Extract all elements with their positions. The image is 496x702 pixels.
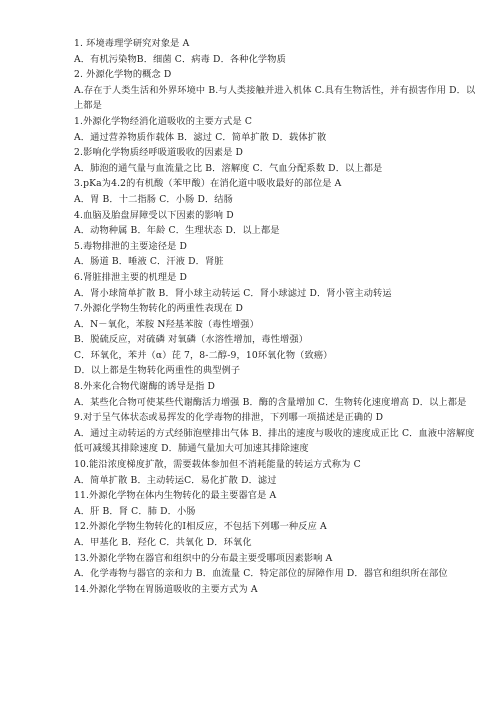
- text-line: 5.毒物排泄的主要途径是 D: [74, 240, 188, 252]
- text-line: A．肺泡的通气量与血流量之比 B．溶解度 C．气血分配系数 D．以上都是: [74, 162, 383, 174]
- text-line: A．简单扩散 B．主动转运C．易化扩散 D．滤过: [74, 474, 277, 486]
- text-line: A．有机污染物B．细菌 C．病毒 D．各种化学物质: [74, 53, 286, 65]
- text-line: 8.外来化合物代谢酶的诱导是指 D: [74, 381, 216, 393]
- text-line: 14.外源化学物在胃肠道吸收的主要方式为 A: [74, 583, 258, 595]
- question-list: [74, 36, 476, 597]
- text-line: C．环氧化，苯并（α）芘 7，8-二醇-9，10环氧化物（致癌）: [74, 349, 333, 361]
- text-line: A．胃 B．十二指肠 C．小肠 D．结肠: [74, 193, 233, 205]
- text-line: A．肠道 B．唾液 C．汗液 D．肾脏: [74, 256, 224, 268]
- text-line: 13.外源化学物在器官和组织中的分布最主要受哪项因素影响 A: [74, 552, 333, 564]
- text-line: A．通过主动转运的方式经肺泡壁排出气体 B．排出的速度与吸收的速度成正比 C．血液中溶解度低可减缓其排除速度 D．肺通气量加大可加速其排除速度: [74, 427, 475, 455]
- text-line: A．化学毒物与器官的亲和力 B．血流量 C．特定部位的屏障作用 D．器官和组织所在部位: [74, 568, 448, 580]
- text-line: 11.外源化学物在体内生物转化的最主要器官是 A: [74, 490, 277, 502]
- text-line: 7.外源化学物生物转化的两重性表现在 D: [74, 303, 244, 315]
- text-line: A．动物种属 B．年龄 C．生理状态 D．以上都是: [74, 225, 280, 237]
- text-line: D．以上都是生物转化两重性的典型例子: [74, 365, 241, 377]
- text-line: 9.对于呈气体状态或易挥发的化学毒物的排泄，下列哪一项描述是正确的 D: [74, 412, 384, 424]
- text-line: 12.外源化学物生物转化的Ⅰ相反应，不包括下列哪一种反应 A: [74, 521, 327, 533]
- text-line: 6.肾脏排泄主要的机理是 D: [74, 271, 188, 283]
- text-line: B．脱硫反应，对硫磷 对氧磷（水溶性增加，毒性增强）: [74, 334, 309, 346]
- text-line: 10.能沿浓度梯度扩散，需要载体参加但不消耗能量的转运方式称为 C: [74, 459, 361, 471]
- text-line: A.存在于人类生活和外界环境中 B.与人类接触并进入机体 C.具有生物活性，并有损害作用 D．以上都是: [74, 84, 476, 112]
- text-line: 2.影响化学物质经呼吸道吸收的因素是 D: [74, 147, 244, 159]
- text-line: 3.pKa为4.2的有机酸（苯甲酸）在消化道中吸收最好的部位是 A: [74, 178, 342, 190]
- text-line: A．肝 B．肾 C．肺 D．小肠: [74, 505, 196, 517]
- text-line: A．某些化合物可使某些代谢酶活力增强 B．酶的含量增加 C．生物转化速度增高 D．以上都是: [74, 396, 467, 408]
- text-line: 1.外源化学物经消化道吸收的主要方式是 C: [74, 115, 253, 127]
- text-line: A．甲基化 B．羟化 C．共氧化 D．环氧化: [74, 537, 252, 548]
- text-line: 2. 外源化学物的概念 D: [74, 69, 172, 81]
- text-line: A．通过营养物质作载体 B．滤过 C．简单扩散 D．载体扩散: [74, 131, 327, 143]
- text-line: 4.血脑及胎盘屏障受以下因素的影响 D: [74, 209, 234, 221]
- text-line: A．肾小球简单扩散 B．肾小球主动转运 C．肾小球滤过 D．肾小管主动转运: [74, 287, 392, 299]
- text-line: 1. 环境毒理学研究对象是 A: [74, 38, 190, 49]
- text-line: A．N－氧化，苯胺 N羟基苯胺（毒性增强）: [74, 318, 259, 330]
